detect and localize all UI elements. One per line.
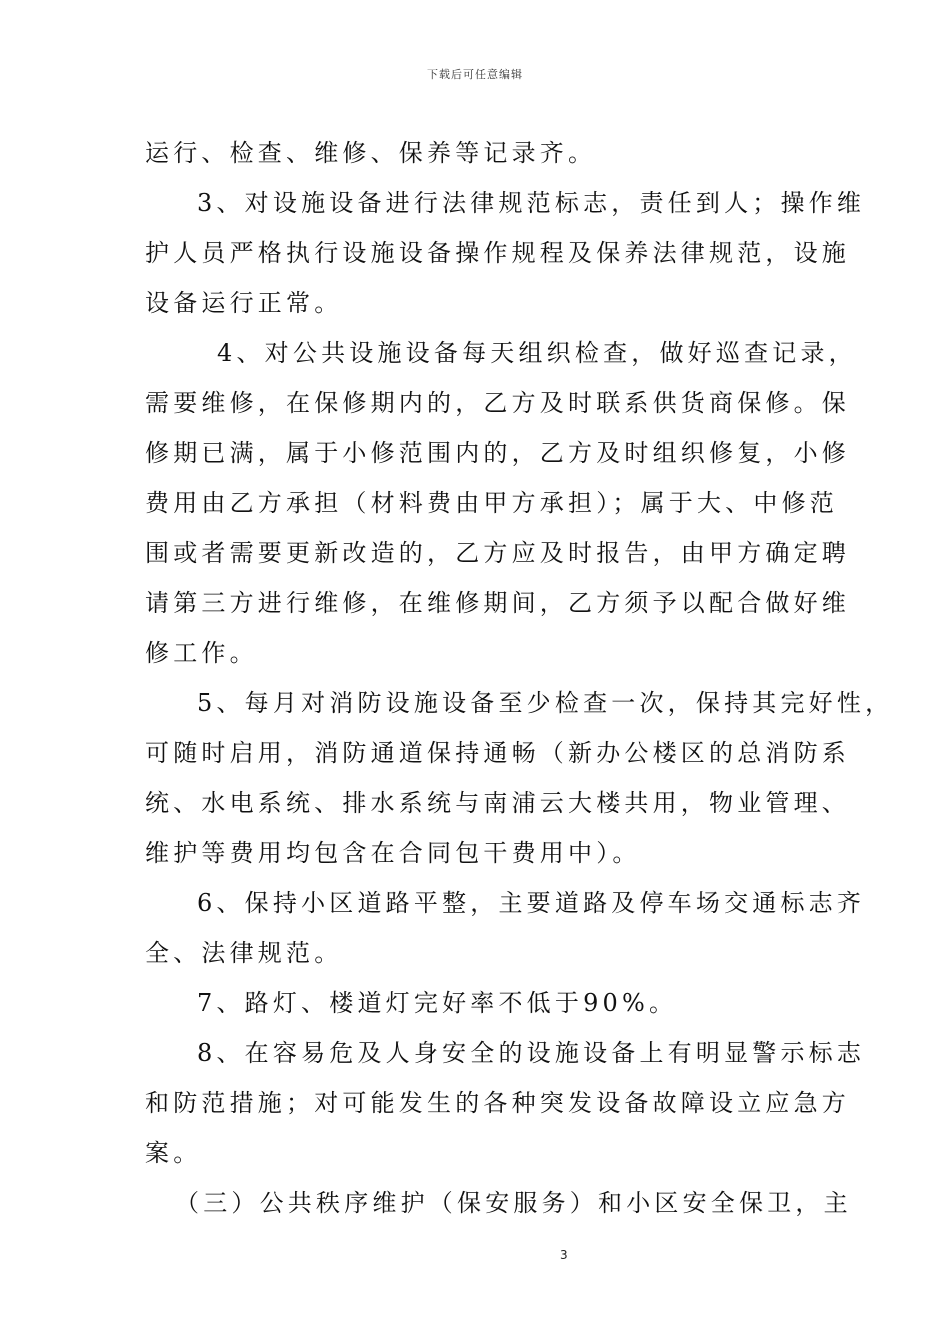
page-header: 下载后可任意编辑 [427,68,523,81]
text-line: 4、对公共设施设备每天组织检查，做好巡查记录， [217,339,857,367]
text-line: 8、在容易危及人身安全的设施设备上有明显警示标志 [197,1039,866,1067]
text-line: 3、对设施设备进行法律规范标志，责任到人；操作维 [197,189,866,217]
document-body [145,128,894,1228]
section-heading-line: （三）公共秩序维护（保安服务）和小区安全保卫，主 [175,1189,852,1217]
text-line: 可随时启用，消防通道保持通畅（新办公楼区的总消防系 [145,739,850,767]
text-line: 需要维修，在保修期内的，乙方及时联系供货商保修。保 [145,389,850,417]
text-line: 费用由乙方承担（材料费由甲方承担）；属于大、中修范 [145,489,838,517]
text-line: 6、保持小区道路平整，主要道路及停车场交通标志齐 [197,889,866,917]
text-line: 案。 [145,1139,202,1167]
text-line: 5、每月对消防设施设备至少检查一次，保持其完好性， [197,689,894,717]
page-number: 3 [560,1248,568,1262]
text-line: 全、法律规范。 [145,939,343,967]
text-line: 围或者需要更新改造的，乙方应及时报告，由甲方确定聘 [145,539,850,567]
text-line: 和防范措施；对可能发生的各种突发设备故障设立应急方 [145,1089,850,1117]
text-line: 7、路灯、楼道灯完好率不低于90%。 [197,989,678,1017]
text-line: 请第三方进行维修，在维修期间，乙方须予以配合做好维 [145,589,850,617]
text-line: 修期已满，属于小修范围内的，乙方及时组织修复，小修 [145,439,850,467]
text-line: 护人员严格执行设施设备操作规程及保养法律规范，设施 [145,239,850,267]
text-line: 维护等费用均包含在合同包干费用中）。 [145,839,641,867]
text-line: 修工作。 [145,639,258,667]
text-line: 统、水电系统、排水系统与南浦云大楼共用，物业管理、 [145,789,850,817]
text-line: 运行、检查、维修、保养等记录齐。 [145,139,597,167]
text-line: 设备运行正常。 [145,289,343,317]
